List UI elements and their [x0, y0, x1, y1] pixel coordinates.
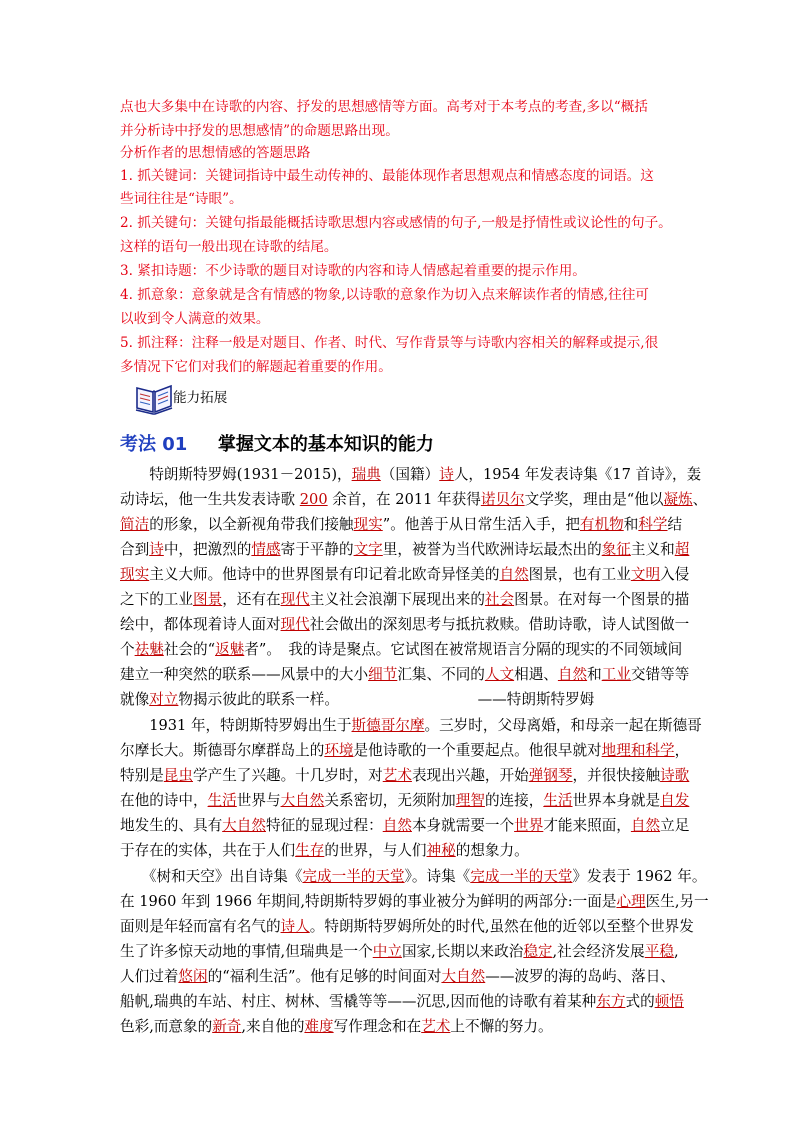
keyword-link[interactable]: 图景 [192, 591, 223, 608]
body-line [120, 690, 594, 710]
body-line [120, 465, 701, 485]
keyword-link[interactable]: 情感 [251, 541, 281, 558]
keyword-link[interactable]: 生活 [207, 792, 237, 809]
body-text-run: 和 [623, 516, 639, 533]
note-line: 5. 抓注释：注释一般是对题目、作者、时代、写作背景等与诗歌内容相关的解释或提示,很 [120, 335, 659, 351]
keyword-link[interactable]: 完成一半的天堂 [302, 868, 405, 885]
body-text-run: 船帆,瑞典的车站、村庄、树林、雪橇等等——沉思,因而他的诗歌有着某种 [120, 993, 597, 1010]
body-text-run: 上不懈的努力。 [450, 1018, 553, 1035]
keyword-link[interactable]: 现代 [280, 616, 310, 633]
keyword-link[interactable]: 东方 [596, 993, 626, 1010]
body-text-run: 文学奖，理由是“他以 [524, 491, 664, 508]
keyword-link[interactable]: 神秘 [426, 842, 456, 859]
keyword-link[interactable]: 顿悟 [654, 993, 684, 1010]
note-line: 4. 抓意象：意象就是含有情感的物象,以诗歌的意象作为切入点来解读作者的情感,往往可 [120, 287, 649, 303]
body-text-run: 社会的“ [163, 641, 216, 658]
body-line [120, 716, 702, 736]
keyword-link[interactable]: 稳定 [523, 943, 553, 960]
note-line: 点也大多集中在诗歌的内容、抒发的思想感情等方面。高考对于本考点的考查,多以“概括 [120, 99, 648, 115]
keyword-link[interactable]: 环境 [324, 742, 354, 759]
keyword-link[interactable]: 大自然 [441, 968, 486, 985]
section-heading [120, 430, 434, 456]
keyword-link[interactable]: 心理 [616, 893, 646, 910]
body-text-run: 合到 [120, 541, 150, 558]
body-text-run: 写作理念和在 [333, 1018, 422, 1035]
body-text-run: 的世界，与人们 [324, 842, 427, 859]
keyword-link[interactable]: 难度 [304, 1018, 334, 1035]
body-text-run: 在 1960 年到 1966 年期间,特朗斯特罗姆的事业被分为鲜明的两部分:一面是 [120, 893, 617, 910]
body-text-run: ， [674, 742, 690, 759]
body-text-run: 国家,长期以来政治 [401, 943, 524, 960]
body-text-run: 立足 [660, 817, 690, 834]
keyword-link[interactable]: 现代 [280, 591, 310, 608]
keyword-link[interactable]: 诗人 [280, 918, 310, 935]
body-text-run: 的连接， [484, 792, 544, 809]
body-line [120, 766, 689, 786]
note-line: 2. 抓关键句：关键句指最能概括诗歌思想内容或感情的句子,一般是抒情性或议论性的句子。 [120, 215, 672, 231]
keyword-link[interactable]: 平稳 [644, 943, 674, 960]
keyword-link[interactable]: 自发 [660, 792, 690, 809]
body-line [120, 615, 689, 635]
body-text-run: 人，1954 年发表诗集《17 首诗》，轰 [453, 466, 702, 483]
body-text-run: 色彩,而意象的 [120, 1018, 213, 1035]
body-text-run: 主义社会浪潮下展现出来的 [309, 591, 485, 608]
keyword-link[interactable]: 现实 [120, 566, 150, 583]
body-text-run: 、 [692, 491, 708, 508]
body-text-run: 特别是 [120, 767, 164, 784]
body-line [120, 841, 529, 861]
body-text-run: 表现出兴趣，开始 [411, 767, 529, 784]
body-text-run: 人们过着 [120, 968, 179, 985]
body-text-run: （国籍） [380, 466, 440, 483]
body-text-run: 特朗斯特罗姆(1931－2015)， [120, 466, 352, 483]
keyword-link[interactable]: 艺术 [421, 1018, 451, 1035]
body-text-run: 社会做出的深刻思考与抵抗救赎。借助诗歌，诗人试图做一 [309, 616, 690, 633]
body-text-run: ,社会经济发展 [552, 943, 645, 960]
body-line [120, 992, 684, 1012]
keyword-link[interactable]: 生活 [543, 792, 573, 809]
body-text-run: 式的 [625, 993, 655, 1010]
note-line: 多情况下它们对我们的解题起着重要的作用。 [120, 359, 392, 375]
body-line [120, 590, 689, 610]
keyword-link[interactable]: 象征 [601, 541, 631, 558]
keyword-link[interactable]: 地理和科学 [601, 742, 675, 759]
note-line: 1. 抓关键词：关键词指诗中最生动传神的、最能体现作者思想观点和情感态度的词语。这 [120, 168, 654, 184]
keyword-link[interactable]: 诗 [149, 541, 164, 558]
body-text-run: 。特朗斯特罗姆所处的时代,虽然在他的近邻以至整个世界发 [309, 918, 694, 935]
keyword-link[interactable]: 工业 [601, 666, 631, 683]
keyword-link[interactable]: 简洁 [120, 516, 150, 533]
note-line: 些词往往是“诗眼”。 [120, 191, 243, 207]
body-text-run: 相遇、 [514, 666, 558, 683]
body-text-run: 图景，也有工业 [528, 566, 631, 583]
body-text-run: 地发生的、具有 [120, 817, 223, 834]
open-book-icon [134, 380, 174, 416]
body-line [120, 665, 689, 685]
keyword-link[interactable]: 诗 [439, 466, 454, 483]
body-text-run: 世界与 [236, 792, 281, 809]
body-line [120, 816, 689, 836]
body-text-run: 生了许多惊天动地的事情,但瑞典是一个 [120, 943, 373, 960]
keyword-link[interactable]: 生存 [295, 842, 325, 859]
keyword-link[interactable]: 大自然 [280, 792, 325, 809]
body-line [120, 565, 689, 585]
keyword-link[interactable]: 理智 [455, 792, 485, 809]
body-text-run: 》发表于 1962 年。 [572, 868, 707, 885]
keyword-link[interactable]: 200 [299, 491, 328, 508]
note-line: 分析作者的思想情感的答题思路 [120, 145, 311, 161]
keyword-link[interactable]: 社会 [484, 591, 515, 608]
keyword-link[interactable]: 自然 [630, 817, 661, 834]
body-text-run: 关系密切，无须附加 [324, 792, 456, 809]
body-text-run: 个 [120, 641, 135, 658]
body-text-run: 绘中，都体现着诗人面对 [120, 616, 281, 633]
keyword-link[interactable]: 自然 [557, 666, 588, 683]
body-text-run: 的形象，以全新视角带我们接触 [149, 516, 354, 533]
body-line [120, 867, 706, 887]
body-text-run: 交错等等 [630, 666, 690, 683]
keyword-link[interactable]: 中立 [372, 943, 402, 960]
keyword-link[interactable]: 文字 [353, 541, 383, 558]
note-line: 并分析诗中抒发的思想感情”的命题思路出现。 [120, 123, 399, 139]
body-line [120, 942, 679, 962]
body-text-run: 结 [667, 516, 683, 533]
keyword-link[interactable]: 祛魅 [134, 641, 164, 658]
body-text-run: 的想象力。 [455, 842, 529, 859]
keyword-link[interactable]: 科学 [638, 516, 668, 533]
keyword-link[interactable]: 诗歌 [660, 767, 690, 784]
body-text-run: 建立一种突然的联系——风景中的大小 [120, 666, 369, 683]
keyword-link[interactable]: 完成一半的天堂 [470, 868, 573, 885]
body-text-run: 中，把激烈的 [163, 541, 252, 558]
body-text-run: ——波罗的海的岛屿、落日、 [485, 968, 675, 985]
body-line [120, 892, 709, 912]
keyword-link[interactable]: 有机物 [579, 516, 624, 533]
body-text-run: 汇集、不同的 [397, 666, 485, 683]
body-text-run: 入侵 [660, 566, 690, 583]
body-text-run: 本身就需要一个 [411, 817, 515, 834]
body-text-run: 之下的工业 [120, 591, 193, 608]
keyword-link[interactable]: 现实 [353, 516, 383, 533]
body-text-run: ,来自他的 [241, 1018, 305, 1035]
keyword-link[interactable]: 自然 [382, 817, 412, 834]
note-line: 3. 紧扣诗题：不少诗歌的题目对诗歌的内容和诗人情感起着重要的提示作用。 [120, 263, 586, 279]
keyword-link[interactable]: 世界 [514, 817, 544, 834]
body-text-run: 者”。 我的诗是聚点。它试图在被常规语言分隔的现实的不同领域间 [244, 641, 683, 658]
keyword-link[interactable]: 凝炼 [663, 491, 693, 508]
body-text-run: 学产生了兴趣。十几岁时，对 [193, 767, 383, 784]
keyword-link[interactable]: 超 [674, 541, 690, 558]
body-text-run: 面则是年轻而富有名气的 [120, 918, 281, 935]
body-text-run: 医生,另一 [645, 893, 709, 910]
body-text-run: 动诗坛，他一生共发表诗歌 [120, 491, 300, 508]
keyword-link[interactable]: 瑞典 [351, 466, 381, 483]
body-text-run: 世界本身就是 [572, 792, 661, 809]
body-text-run: ，并很快接触 [572, 767, 661, 784]
body-text-run: ，还有在 [222, 591, 281, 608]
keyword-link[interactable]: 返魅 [215, 641, 245, 658]
note-line: 这样的语句一般出现在诗歌的结尾。 [120, 239, 338, 255]
body-line [120, 741, 689, 761]
body-text-run: 主义大师。他诗中的世界图景有印记着北欧奇异怪美的 [149, 566, 500, 583]
body-text-run: 寄于平静的 [280, 541, 354, 558]
keyword-link[interactable]: 悠闲 [178, 968, 208, 985]
body-text-run: 于存在的实体，共在于人们 [120, 842, 296, 859]
body-text-run: 》。诗集《 [404, 868, 471, 885]
body-line [120, 490, 707, 510]
keyword-link[interactable]: 昆虫 [163, 767, 193, 784]
body-line [120, 540, 689, 560]
keyword-link[interactable]: 斯德哥尔摩 [351, 717, 425, 734]
section-number: 考法 01 [120, 434, 188, 455]
body-text-run: 《树和天空》出自诗集《 [120, 868, 303, 885]
body-text-run: ”。他善于从日常生活入手，把 [382, 516, 580, 533]
body-text-run: , [673, 943, 679, 960]
keyword-link[interactable]: 人文 [484, 666, 515, 683]
keyword-link[interactable]: 细节 [368, 666, 398, 683]
body-line [120, 917, 694, 937]
keyword-link[interactable]: 文明 [630, 566, 661, 583]
keyword-link[interactable]: 自然 [499, 566, 529, 583]
body-line [120, 1017, 553, 1037]
body-text-run: 主义和 [630, 541, 675, 558]
ability-extension-label: 能力拓展 [173, 390, 228, 406]
body-line [120, 515, 682, 535]
keyword-link[interactable]: 弹钢琴 [528, 767, 573, 784]
body-line [120, 967, 675, 987]
keyword-link[interactable]: 艺术 [382, 767, 412, 784]
keyword-link[interactable]: 大自然 [222, 817, 266, 834]
keyword-link[interactable]: 新奇 [212, 1018, 242, 1035]
body-text-run: 才能来照面， [543, 817, 631, 834]
keyword-link[interactable]: 诺贝尔 [480, 491, 525, 508]
body-text-run: 在他的诗中， [120, 792, 208, 809]
section-title: 掌握文本的基本知识的能力 [217, 434, 434, 455]
body-text-run: 是他诗歌的一个重要起点。他很早就对 [353, 742, 602, 759]
body-text-run: 就像 [120, 691, 150, 708]
body-text-run: 物揭示彼此的联系一样。 ——特朗斯特罗姆 [178, 691, 595, 708]
body-text-run: 的“福利生活”。他有足够的时间面对 [207, 968, 442, 985]
body-text-run: 1931 年，特朗斯特罗姆出生于 [120, 717, 352, 734]
body-text-run: 特征的显现过程： [265, 817, 383, 834]
body-line [120, 791, 689, 811]
body-text-run: 余首，在 2011 年获得 [327, 491, 481, 508]
body-text-run: 。三岁时，父母离婚，和母亲一起在斯德哥 [424, 717, 702, 734]
body-text-run: 尔摩长大。斯德哥尔摩群岛上的 [120, 742, 325, 759]
body-line [120, 640, 682, 660]
note-line: 以收到令人满意的效果。 [120, 311, 270, 327]
keyword-link[interactable]: 对立 [149, 691, 179, 708]
body-text-run: 里，被誉为当代欧洲诗坛最杰出的 [382, 541, 602, 558]
body-text-run: 图景。在对每一个图景的描 [514, 591, 690, 608]
body-text-run: 和 [587, 666, 602, 683]
